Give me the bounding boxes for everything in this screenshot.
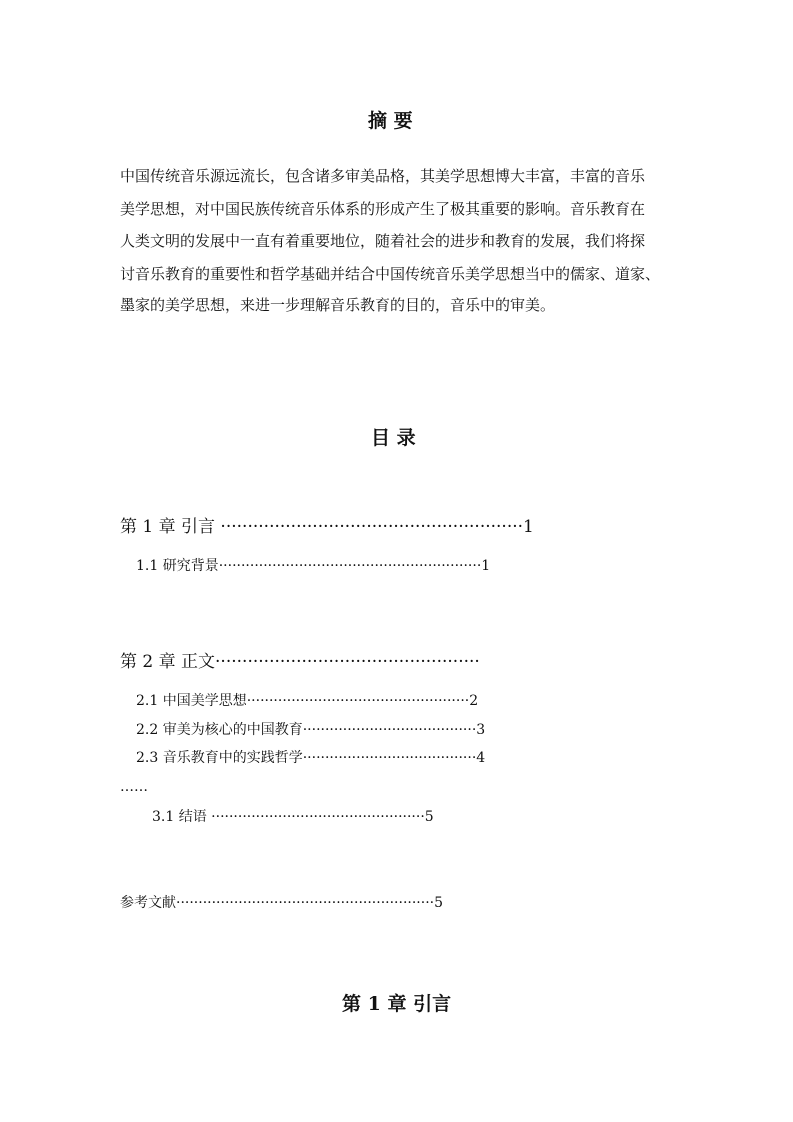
abstract-title: 摘 要 — [368, 110, 413, 132]
toc-entry-chapter-2[interactable]: 第 2 章 正文················································· — [120, 652, 480, 672]
abstract-line-2: 美学思想，对中国民族传统音乐体系的形成产生了极其重要的影响。音乐教育在 — [120, 200, 646, 218]
toc-entry-2-3[interactable]: 2.3 音乐教育中的实践哲学·······································4 — [136, 750, 486, 766]
toc-entry-chapter-1[interactable]: 第 1 章 引言 ························································1 — [120, 517, 534, 537]
abstract-line-1: 中国传统音乐源远流长，包含诸多审美品格，其美学思想博大丰富，丰富的音乐 — [120, 167, 646, 185]
toc-entry-3-1[interactable]: 3.1 结语 ················································5 — [152, 809, 434, 825]
toc-entry-references[interactable]: 参考文献··························································5 — [120, 895, 444, 911]
toc-entry-2-1[interactable]: 2.1 中国美学思想··················································2 — [136, 693, 479, 709]
toc-entry-1-1[interactable]: 1.1 研究背景···························································1 — [136, 558, 491, 574]
abstract-line-3: 人类文明的发展中一直有着重要地位，随着社会的进步和教育的发展，我们将探 — [120, 232, 646, 250]
chapter-1-heading: 第 1 章 引言 — [342, 993, 452, 1015]
abstract-line-4: 讨音乐教育的重要性和哲学基础并结合中国传统音乐美学思想当中的儒家、道家、 — [120, 265, 661, 283]
toc-ellipsis: …… — [120, 779, 148, 795]
toc-entry-2-2[interactable]: 2.2 审美为核心的中国教育·······································3 — [136, 722, 486, 738]
abstract-line-5: 墨家的美学思想，来进一步理解音乐教育的目的，音乐中的审美。 — [120, 296, 556, 314]
toc-title: 目 录 — [371, 427, 416, 449]
